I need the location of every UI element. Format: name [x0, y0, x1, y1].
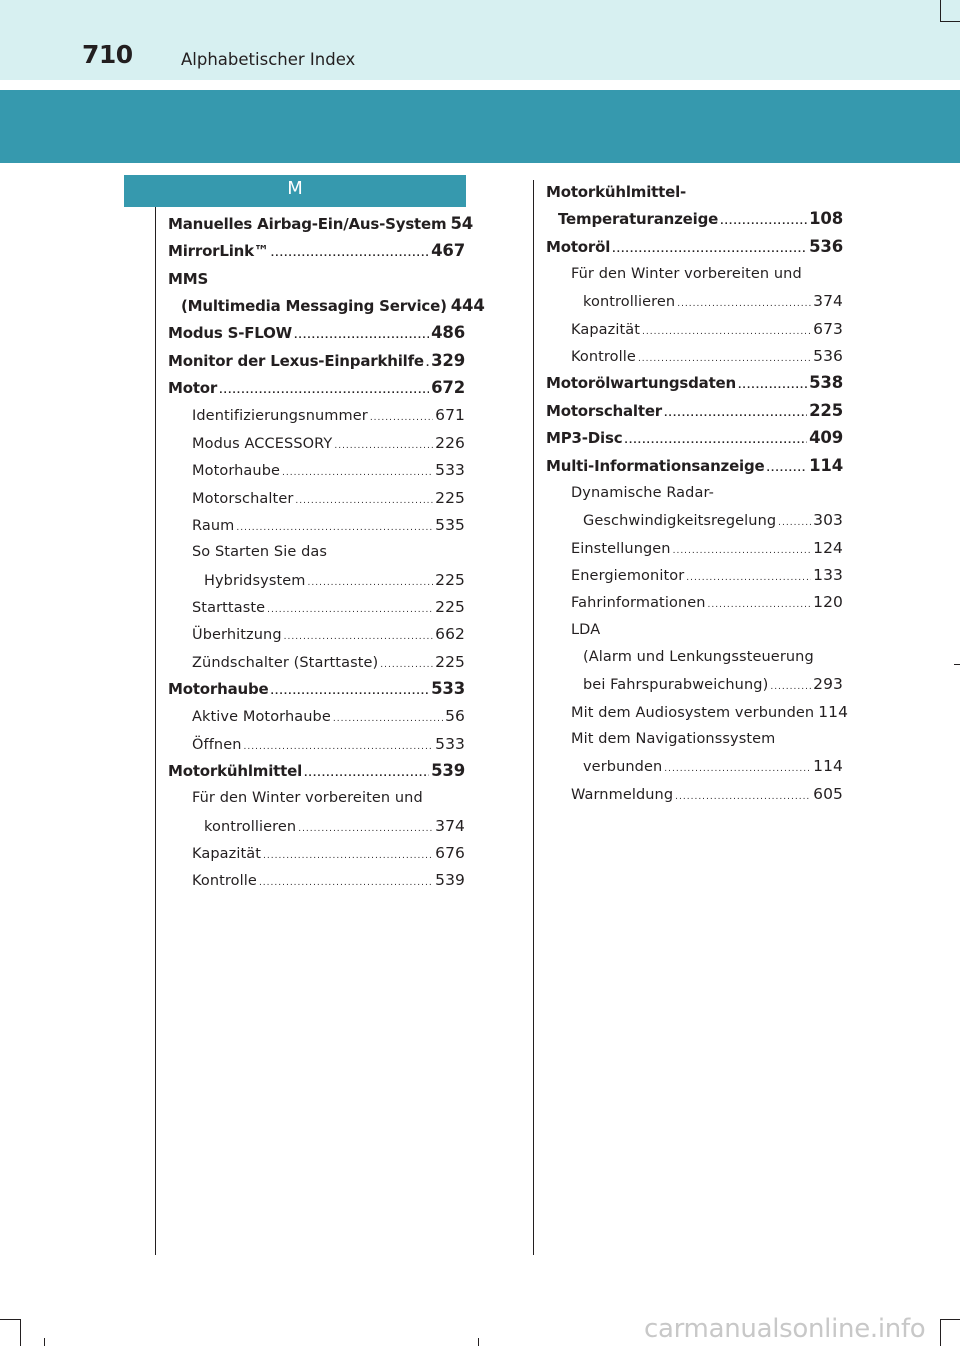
index-entry [181, 294, 485, 318]
index-term: Temperaturanzeige [558, 210, 719, 229]
page-reference: 133 [813, 565, 843, 584]
dot-leader [686, 566, 811, 590]
index-entry [204, 814, 465, 838]
running-title: Alphabetischer Index [181, 50, 356, 69]
index-term: Kontrolle [192, 873, 257, 890]
index-entry [571, 344, 843, 368]
page-reference: 114 [813, 757, 843, 776]
dot-leader [770, 675, 811, 699]
index-term: Raum [192, 517, 235, 534]
index-term: Motorkühlmittel [168, 762, 303, 780]
dot-leader [426, 352, 429, 376]
index-term: Monitor der Lexus-Einparkhilfe [168, 351, 424, 370]
page-reference: 374 [435, 816, 465, 835]
index-entry [168, 267, 208, 291]
index-entry [546, 426, 843, 450]
dot-leader [304, 762, 429, 786]
index-entry [571, 317, 843, 341]
index-term: Starttaste [192, 599, 266, 616]
index-term: Fahrinformationen [571, 595, 706, 612]
index-entry [571, 727, 775, 751]
page-reference: 54 [450, 214, 473, 233]
index-entry [192, 868, 465, 892]
dot-leader [334, 434, 433, 458]
dot-leader [284, 625, 433, 649]
index-entry [583, 289, 843, 313]
dot-leader [664, 402, 807, 426]
dot-leader [624, 429, 807, 453]
index-term: Motor [168, 379, 218, 398]
index-entry [168, 376, 465, 400]
page-reference: 293 [813, 675, 843, 694]
index-entry [546, 399, 843, 423]
index-term: Kontrolle [571, 349, 636, 366]
page-reference: 672 [431, 378, 465, 398]
page-reference: 444 [450, 296, 485, 316]
index-term: Kapazität [192, 846, 262, 863]
index-term: Für den Winter vorbereiten und [571, 266, 802, 283]
page-reference: 225 [435, 488, 465, 507]
dot-leader [333, 707, 443, 731]
index-entry [192, 622, 465, 646]
crop-mark [20, 1319, 21, 1346]
index-entry [192, 513, 465, 537]
index-term: Modus S-FLOW [168, 324, 292, 343]
page-number: 710 [82, 40, 133, 69]
index-entry [583, 672, 843, 696]
page-reference: 605 [813, 784, 843, 803]
index-entry [168, 349, 465, 373]
index-term: LDA [571, 621, 601, 638]
page-reference: 108 [809, 209, 843, 229]
page-reference: 56 [445, 707, 465, 726]
dot-leader [298, 817, 433, 841]
index-entry [192, 732, 465, 756]
index-term: Motorschalter [546, 401, 663, 420]
index-entry [192, 841, 465, 865]
crop-mark [940, 1319, 941, 1346]
page-reference: 329 [431, 350, 465, 370]
index-term: verbunden [583, 759, 663, 776]
index-term: (Alarm und Lenkungssteuerung [583, 648, 814, 665]
index-term: kontrollieren [204, 818, 297, 835]
index-term: Modus ACCESSORY [192, 435, 333, 452]
index-term: Dynamische Radar- [571, 484, 714, 501]
index-entry [192, 431, 465, 455]
page-reference: 114 [818, 702, 849, 721]
chapter-band [0, 90, 960, 163]
dot-leader [370, 406, 433, 430]
index-term: Mit dem Audiosystem verbunden [571, 704, 815, 721]
page-reference: 671 [435, 406, 465, 425]
index-term: Motorkühlmittel- [546, 183, 687, 201]
watermark: carmanualsonline.info [644, 1314, 926, 1344]
dot-leader [675, 785, 811, 809]
index-term: kontrollieren [583, 294, 676, 311]
index-entry [571, 563, 843, 587]
index-term: MP3-Disc [546, 429, 623, 448]
index-term: Mit dem Navigationssystem [571, 731, 776, 747]
index-term: Motorhaube [192, 463, 281, 480]
index-term: Warnmeldung [571, 786, 674, 803]
index-entry [571, 481, 714, 505]
index-term: Kapazität [571, 321, 641, 338]
page-reference: 533 [435, 734, 465, 753]
page-reference: 120 [813, 593, 843, 612]
index-entry [192, 540, 327, 564]
page-reference: 114 [809, 455, 843, 475]
dot-leader [295, 489, 433, 513]
dot-leader [638, 347, 811, 371]
page-reference: 539 [431, 761, 465, 780]
index-entry [168, 759, 465, 783]
index-term: Aktive Motorhaube [192, 709, 331, 726]
index-entry [204, 568, 465, 592]
index-entry [558, 207, 843, 231]
index-entry [168, 239, 465, 263]
left-column-rule [155, 207, 156, 1255]
index-term: Identifizierungsnummer [192, 408, 368, 425]
index-term: Öffnen [192, 736, 242, 753]
index-entry [192, 403, 465, 427]
dot-leader [308, 571, 434, 595]
page-reference: 538 [809, 373, 843, 393]
page-reference: 225 [435, 597, 465, 616]
index-term: bei Fahrspurabweichung) [583, 677, 769, 694]
index-entry [546, 235, 843, 259]
dot-leader [271, 242, 429, 266]
index-entry [571, 782, 843, 806]
dot-leader [664, 757, 811, 781]
dot-leader [767, 457, 808, 481]
index-term: MMS [168, 269, 209, 288]
index-entry [192, 704, 465, 728]
index-term: Motorschalter [192, 490, 294, 507]
index-entry [546, 371, 843, 395]
dot-leader [263, 844, 433, 868]
page-reference: 225 [435, 652, 465, 671]
dot-leader [380, 653, 433, 677]
page-reference: 662 [435, 625, 465, 644]
index-entry [192, 786, 423, 810]
dot-leader [677, 292, 811, 316]
index-entry [168, 212, 473, 236]
page-reference: 374 [813, 292, 843, 311]
right-column-rule [533, 180, 534, 1255]
page-reference: 533 [431, 678, 465, 698]
crop-mark [940, 1319, 960, 1320]
dot-leader [673, 539, 812, 563]
index-term: Einstellungen [571, 540, 671, 557]
dot-leader [244, 735, 434, 759]
dot-leader [267, 598, 433, 622]
page-reference: 676 [435, 844, 465, 863]
index-term: Motorölwartungsdaten [546, 374, 737, 393]
crop-mark [478, 1338, 479, 1346]
index-term: Multi-Informationsanzeige [546, 456, 765, 475]
index-entry [192, 486, 465, 510]
index-term: Hybridsystem [204, 572, 306, 589]
crop-mark [0, 1319, 20, 1320]
dot-leader [720, 210, 807, 234]
dot-leader [738, 374, 807, 398]
index-entry [571, 262, 802, 286]
dot-leader [236, 516, 433, 540]
page-reference: 225 [809, 400, 843, 420]
dot-leader [282, 461, 433, 485]
dot-leader [778, 511, 811, 535]
crop-mark [940, 0, 941, 21]
index-term: Für den Winter vorbereiten und [192, 790, 423, 807]
index-entry [192, 458, 465, 482]
index-entry [192, 595, 465, 619]
index-term: (Multimedia Messaging Service) [181, 297, 447, 316]
section-letter-heading: M [124, 175, 466, 207]
crop-mark [940, 21, 960, 22]
index-entry [571, 536, 843, 560]
index-entry [192, 650, 465, 674]
index-entry [168, 321, 465, 345]
crop-mark [44, 1338, 45, 1346]
dot-leader [219, 379, 429, 403]
index-entry [571, 590, 843, 614]
index-term: Motoröl [546, 237, 611, 256]
index-entry [583, 754, 843, 778]
dot-leader [294, 324, 429, 348]
page-reference: 303 [813, 511, 843, 530]
page-reference: 467 [431, 241, 465, 261]
page-reference: 409 [809, 428, 843, 448]
index-term: Energiemonitor [571, 567, 685, 584]
page-reference: 536 [809, 236, 843, 256]
index-term: Zündschalter (Starttaste) [192, 654, 379, 671]
dot-leader [708, 593, 812, 617]
page-reference: 226 [435, 433, 465, 452]
index-entry [546, 454, 843, 478]
index-term: MirrorLink™ [168, 242, 269, 261]
index-entry [571, 700, 849, 724]
index-term: So Starten Sie das [192, 544, 328, 561]
dot-leader [271, 680, 430, 704]
dot-leader [642, 320, 811, 344]
crop-mark [954, 664, 960, 665]
page-reference: 673 [813, 319, 843, 338]
index-entry [546, 180, 686, 204]
page-reference: 535 [435, 515, 465, 534]
index-term: Geschwindigkeitsregelung [583, 513, 777, 530]
index-term: Manuelles Airbag-Ein/Aus-System [168, 215, 447, 233]
dot-leader [259, 871, 433, 895]
index-entry [583, 508, 843, 532]
page-reference: 124 [813, 538, 843, 557]
page-reference: 533 [435, 461, 465, 480]
page-reference: 225 [435, 570, 465, 589]
page-reference: 486 [431, 323, 465, 343]
index-entry [168, 677, 465, 701]
page-reference: 536 [813, 347, 843, 366]
index-term: Überhitzung [192, 627, 282, 644]
index-term: Motorhaube [168, 679, 269, 698]
index-entry [583, 645, 814, 669]
index-entry [571, 618, 600, 642]
header-band [0, 0, 960, 80]
page-reference: 539 [435, 871, 465, 890]
dot-leader [612, 238, 807, 262]
